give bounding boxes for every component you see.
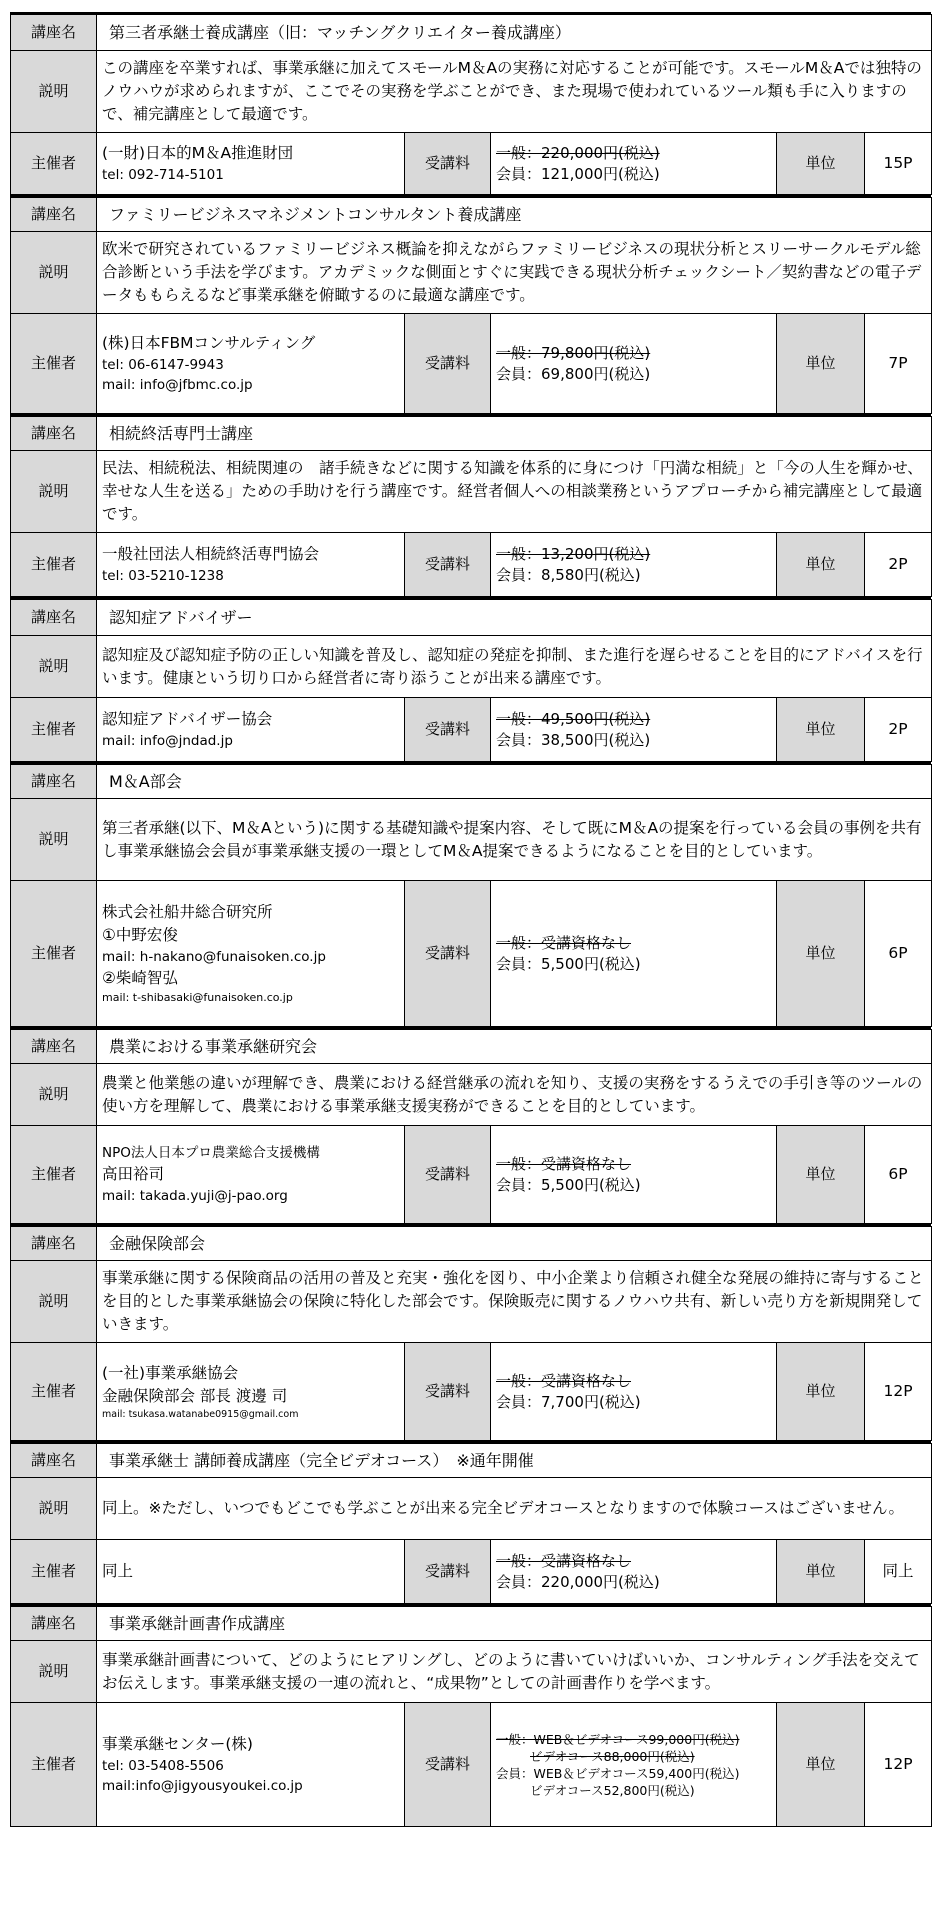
fee-info (491, 133, 777, 195)
organizer-name: (一財)日本的M＆A推進財団 (102, 144, 294, 162)
course-description: 同上。※ただし、いつでもどこでも学ぶことが出来る完全ビデオコースとなりますので体験コースはございません。 (97, 1478, 932, 1540)
contact-person: 高田裕司 (102, 1165, 165, 1183)
organizer-label: 主催者 (11, 1540, 97, 1604)
fee-general-web-video: 一般：WEB＆ビデオコース99,000円(税込) (496, 1731, 740, 1747)
organizer-info (97, 698, 405, 762)
organizer-name: 同上 (102, 1562, 134, 1580)
description-label: 説明 (11, 1261, 97, 1343)
fee-label: 受講料 (405, 1126, 491, 1224)
fee-info (491, 314, 777, 414)
course-name-label: 講座名 (11, 1607, 97, 1641)
unit-label: 単位 (777, 1703, 865, 1827)
unit-value: 15P (865, 133, 932, 195)
course-name-label: 講座名 (11, 1227, 97, 1261)
course-name-label: 講座名 (11, 198, 97, 232)
organizer-name: 株式会社船井総合研究所 (102, 903, 273, 921)
fee-member: 会員：5,500円(税込) (496, 1175, 641, 1194)
fee-member: 会員：69,800円(税込) (496, 364, 651, 383)
organizer-label: 主催者 (11, 533, 97, 597)
course-description: 欧米で研究されているファミリービジネス概論を抑えながらファミリービジネスの現状分析とスリーサークルモデル総合診断という手法を学びます。アカデミックな側面とすぐに実践できる現状分析チェックシート／契約書などの電子データももらえるなど事業承継を俯瞰するのに最適な講座です。 (97, 232, 932, 314)
course-block (10, 1224, 931, 1441)
description-label: 説明 (11, 1641, 97, 1703)
description-label: 説明 (11, 636, 97, 698)
course-name-label: 講座名 (11, 15, 97, 51)
fee-member: 会員：121,000円(税込) (496, 164, 660, 183)
fee-member-video: ビデオコース52,800円(税込) (530, 1782, 695, 1798)
course-title: 事業承継士 講師養成講座（完全ビデオコース） ※通年開催 (97, 1444, 932, 1478)
course-title: 金融保険部会 (97, 1227, 932, 1261)
course-block (10, 1604, 931, 1827)
course-list (10, 12, 931, 1827)
fee-general: 一般：受講資格なし (496, 1551, 632, 1570)
organizer-info (97, 881, 405, 1027)
unit-value: 12P (865, 1343, 932, 1441)
fee-general: 一般：49,500円(税込) (496, 709, 651, 728)
fee-label: 受講料 (405, 1703, 491, 1827)
course-title: 第三者承継士養成講座（旧：マッチングクリエイター養成講座） (97, 15, 932, 51)
unit-value: 6P (865, 881, 932, 1027)
organizer-info (97, 1540, 405, 1604)
organizer-tel: tel: 03-5210-1238 (102, 568, 224, 584)
unit-value: 6P (865, 1126, 932, 1224)
organizer-label: 主催者 (11, 1126, 97, 1224)
fee-info (491, 698, 777, 762)
fee-label: 受講料 (405, 698, 491, 762)
course-block (10, 1441, 931, 1604)
organizer-info (97, 133, 405, 195)
organizer-info (97, 1703, 405, 1827)
course-description: 民法、相続税法、相続関連の 諸手続きなどに関する知識を体系的に身につけ「円満な相続」と「今の人生を輝かせ、幸せな人生を送る」ための手助けを行う講座です。経営者個人への相談業務というアプローチから補完講座として最適です。 (97, 451, 932, 533)
fee-info (491, 1343, 777, 1441)
course-title: 相続終活専門士講座 (97, 417, 932, 451)
fee-label: 受講料 (405, 133, 491, 195)
organizer-name: 事業承継センター(株) (102, 1735, 253, 1753)
contact-person-1: ①中野宏俊 (102, 926, 178, 944)
course-block (10, 762, 931, 1027)
unit-value: 12P (865, 1703, 932, 1827)
fee-label: 受講料 (405, 1540, 491, 1604)
course-block (10, 12, 931, 195)
fee-general: 一般：79,800円(税込) (496, 343, 651, 362)
organizer-info (97, 314, 405, 414)
course-block (10, 597, 931, 762)
unit-value: 7P (865, 314, 932, 414)
unit-value: 同上 (865, 1540, 932, 1604)
fee-general: 一般：受講資格なし (496, 1154, 632, 1173)
course-title: M＆A部会 (97, 765, 932, 799)
organizer-label: 主催者 (11, 133, 97, 195)
fee-label: 受講料 (405, 533, 491, 597)
organizer-name: 認知症アドバイザー協会 (102, 710, 273, 728)
course-description: 事業承継に関する保険商品の活用の普及と充実・強化を図り、中小企業より信頼され健全な発展の維持に寄与することを目的とした事業承継協会の保険に特化した部会です。保険販売に関するノウハウ共有、新しい売り方を新規開発していきます。 (97, 1261, 932, 1343)
fee-label: 受講料 (405, 881, 491, 1027)
course-title: 事業承継計画書作成講座 (97, 1607, 932, 1641)
course-name-label: 講座名 (11, 417, 97, 451)
course-name-label: 講座名 (11, 1444, 97, 1478)
organizer-name: (一社)事業承継協会 (102, 1363, 239, 1382)
organizer-info (97, 533, 405, 597)
unit-label: 単位 (777, 133, 865, 195)
organizer-name: (株)日本FBMコンサルティング (102, 334, 316, 352)
contact-person: 金融保険部会 部長 渡邊 司 (102, 1386, 288, 1405)
organizer-mail: mail:info@jigyousyoukei.co.jp (102, 1778, 303, 1794)
fee-general: 一般：13,200円(税込) (496, 544, 651, 563)
description-label: 説明 (11, 799, 97, 881)
unit-label: 単位 (777, 698, 865, 762)
organizer-mail: mail: info@jfbmc.co.jp (102, 377, 253, 393)
organizer-label: 主催者 (11, 1703, 97, 1827)
course-block (10, 414, 931, 597)
fee-member-web-video: 会員：WEB＆ビデオコース59,400円(税込) (496, 1765, 740, 1781)
course-title: 認知症アドバイザー (97, 600, 932, 636)
organizer-tel: tel: 06-6147-9943 (102, 357, 224, 373)
course-name-label: 講座名 (11, 765, 97, 799)
course-block (10, 1027, 931, 1224)
fee-info (491, 881, 777, 1027)
description-label: 説明 (11, 1478, 97, 1540)
organizer-label: 主催者 (11, 1343, 97, 1441)
course-block (10, 195, 931, 414)
fee-info (491, 1703, 777, 1827)
fee-info (491, 533, 777, 597)
organizer-info (97, 1343, 405, 1441)
organizer-tel: tel: 03-5408-5506 (102, 1758, 224, 1774)
organizer-name: 一般社団法人相続終活専門協会 (102, 545, 320, 563)
organizer-mail: mail: info@jndad.jp (102, 733, 233, 749)
fee-general: 一般：220,000円(税込) (496, 143, 660, 162)
contact-person-2: ②柴崎智弘 (102, 969, 178, 987)
unit-value: 2P (865, 533, 932, 597)
fee-label: 受講料 (405, 1343, 491, 1441)
course-description: この講座を卒業すれば、事業承継に加えてスモールM＆Aの実務に対応することが可能です。スモールM＆Aでは独特のノウハウが求められますが、ここでその実務を学ぶことができ、また現場で使われているツール類も手に入りますので、補完講座として最適です。 (97, 51, 932, 133)
organizer-name: NPO法人日本プロ農業総合支援機構 (102, 1145, 320, 1161)
fee-general: 一般：受講資格なし (496, 933, 632, 952)
fee-member: 会員：8,580円(税込) (496, 565, 641, 584)
unit-label: 単位 (777, 1540, 865, 1604)
organizer-tel: tel: 092-714-5101 (102, 167, 224, 183)
organizer-label: 主催者 (11, 314, 97, 414)
course-title: ファミリービジネスマネジメントコンサルタント養成講座 (97, 198, 932, 232)
course-name-label: 講座名 (11, 600, 97, 636)
unit-value: 2P (865, 698, 932, 762)
course-description: 認知症及び認知症予防の正しい知識を普及し、認知症の発症を抑制、また進行を遅らせることを目的にアドバイスを行います。健康という切り口から経営者に寄り添うことが出来る講座です。 (97, 636, 932, 698)
fee-member: 会員：7,700円(税込) (496, 1392, 641, 1411)
fee-member: 会員：220,000円(税込) (496, 1572, 660, 1591)
fee-label: 受講料 (405, 314, 491, 414)
course-description: 事業承継計画書について、どのようにヒアリングし、どのように書いていけばいいか、コンサルティング手法を交えてお伝えします。事業承継支援の一連の流れと、“成果物”としての計画書作りを学べます。 (97, 1641, 932, 1703)
course-name-label: 講座名 (11, 1030, 97, 1064)
course-title: 農業における事業承継研究会 (97, 1030, 932, 1064)
fee-info (491, 1540, 777, 1604)
fee-general: 一般：受講資格なし (496, 1371, 632, 1390)
contact-mail-2: mail: t-shibasaki@funaisoken.co.jp (102, 991, 293, 1004)
organizer-mail: mail: takada.yuji@j-pao.org (102, 1188, 288, 1204)
organizer-info (97, 1126, 405, 1224)
description-label: 説明 (11, 51, 97, 133)
fee-member: 会員：38,500円(税込) (496, 730, 651, 749)
description-label: 説明 (11, 1064, 97, 1126)
organizer-label: 主催者 (11, 881, 97, 1027)
unit-label: 単位 (777, 314, 865, 414)
fee-member: 会員：5,500円(税込) (496, 954, 641, 973)
unit-label: 単位 (777, 1343, 865, 1441)
unit-label: 単位 (777, 1126, 865, 1224)
course-description: 第三者承継(以下、M＆Aという)に関する基礎知識や提案内容、そして既にM＆Aの提案を行っている会員の事例を共有し事業承継協会会員が事業承継支援の一環としてM＆A提案できるようになることを目的としています。 (97, 799, 932, 881)
unit-label: 単位 (777, 881, 865, 1027)
course-description: 農業と他業態の違いが理解でき、農業における経営継承の流れを知り、支援の実務をするうえでの手引き等のツールの使い方を理解して、農業における事業承継支援実務ができることを目的としています。 (97, 1064, 932, 1126)
description-label: 説明 (11, 451, 97, 533)
fee-general-video: ビデオコース88,000円(税込) (530, 1748, 695, 1764)
description-label: 説明 (11, 232, 97, 314)
organizer-mail: mail: tsukasa.watanabe0915@gmail.com (102, 1408, 299, 1420)
unit-label: 単位 (777, 533, 865, 597)
organizer-label: 主催者 (11, 698, 97, 762)
contact-mail-1: mail: h-nakano@funaisoken.co.jp (102, 949, 326, 965)
fee-info (491, 1126, 777, 1224)
